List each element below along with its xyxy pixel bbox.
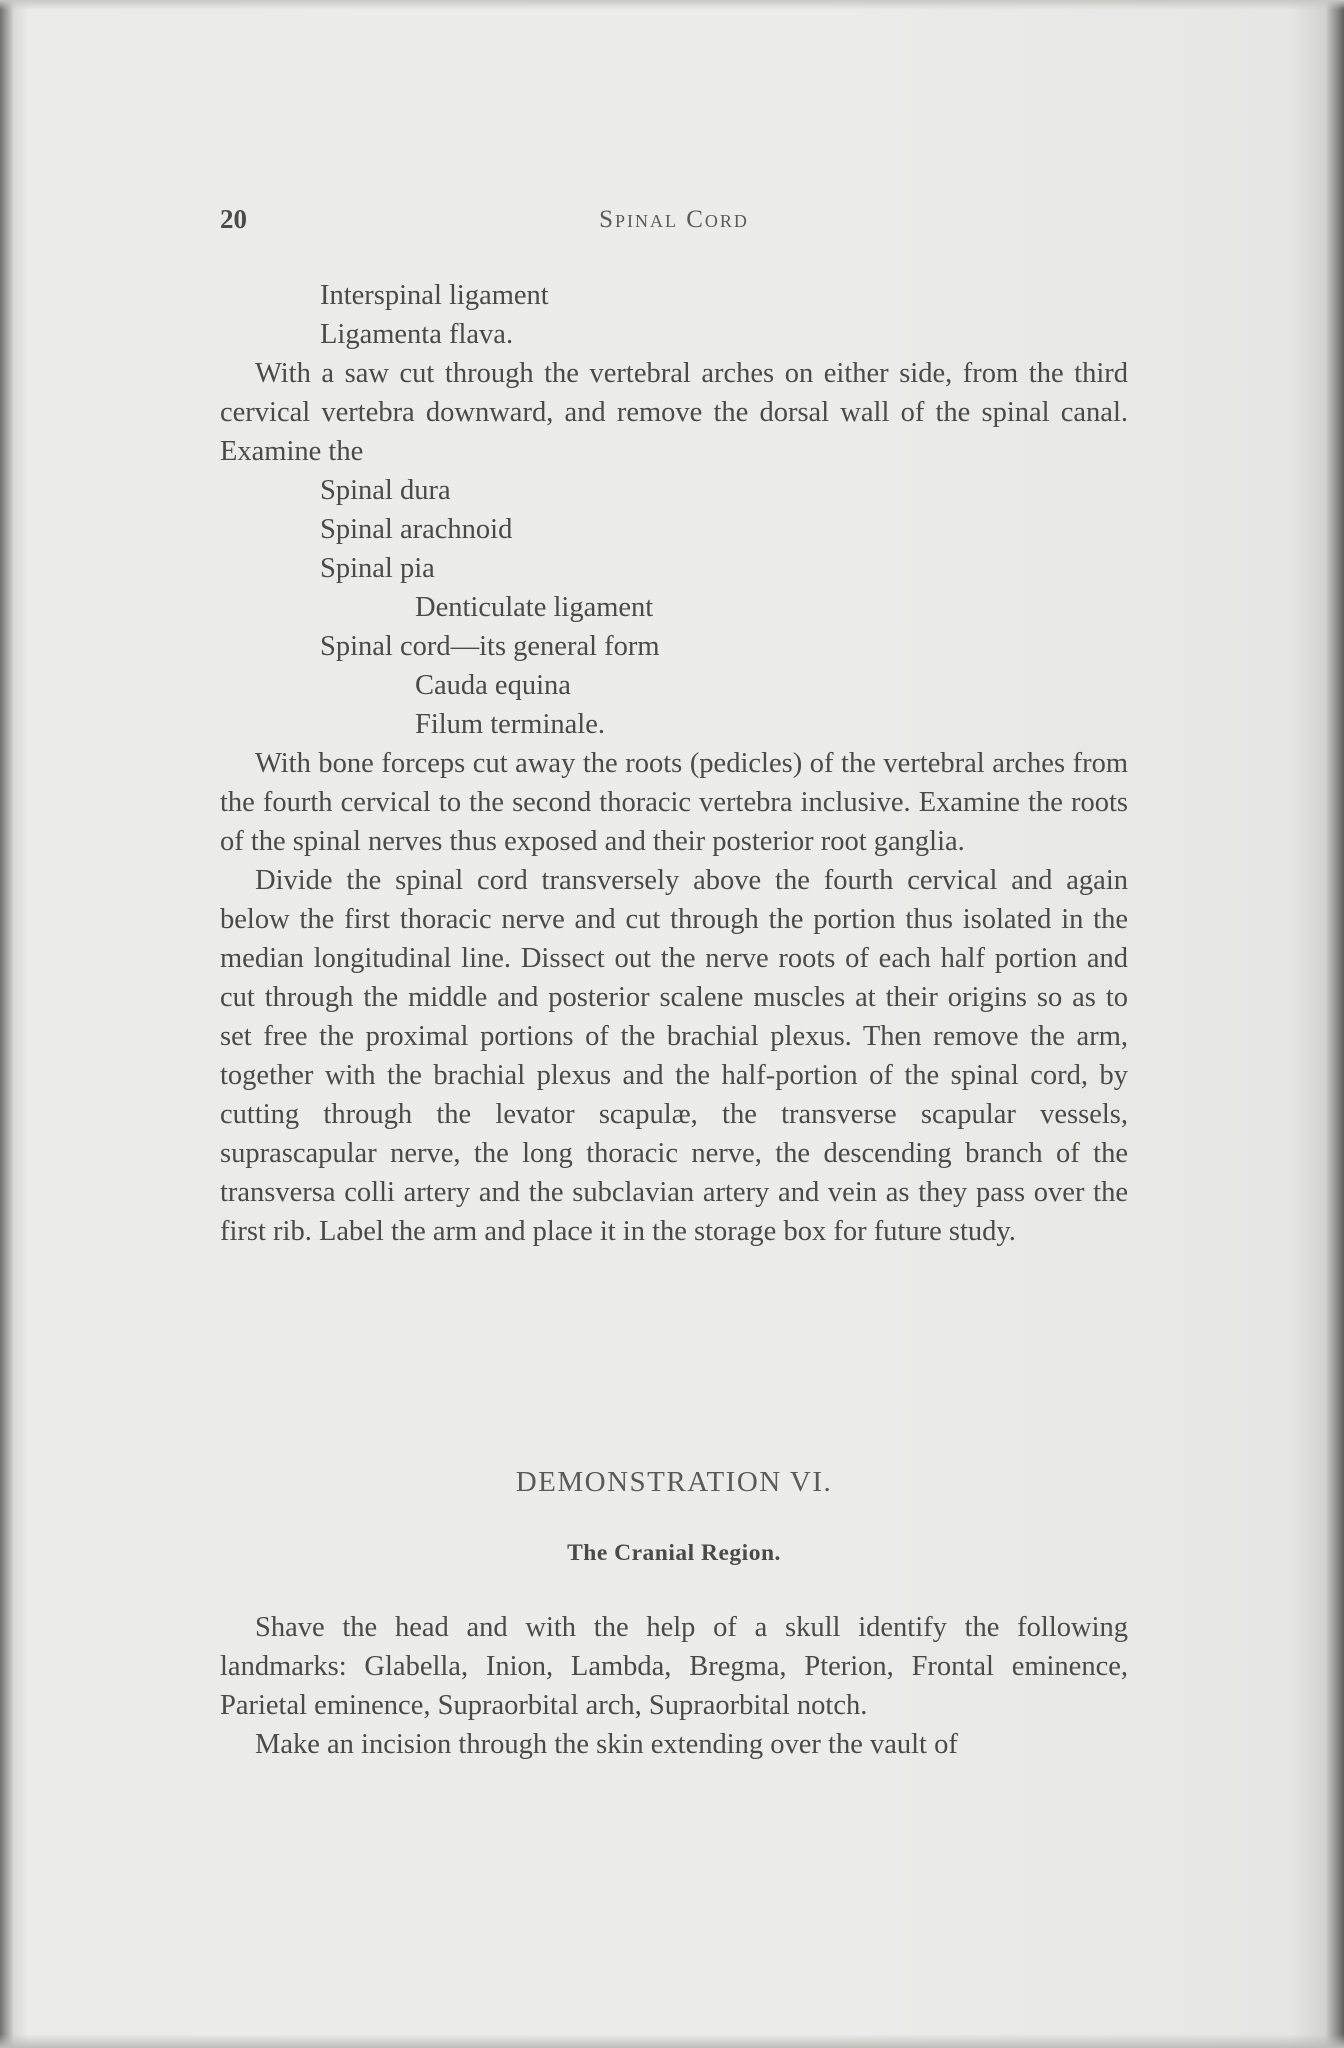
page-top-edge xyxy=(0,0,1344,10)
list-item: Interspinal ligament xyxy=(320,280,549,311)
running-title: Spinal Cord xyxy=(599,206,749,233)
body-text-lower xyxy=(220,1608,1128,1764)
list-item: Spinal dura xyxy=(320,475,451,506)
paragraph: With a saw cut through the vertebral arches on either side, from the third cervical vertebra downward, and remove the dorsal wall of the spinal canal. Examine the xyxy=(220,358,1128,467)
list-item: Denticulate ligament xyxy=(415,592,654,623)
list-item: Filum terminale. xyxy=(415,709,605,740)
list-item: Ligamenta flava. xyxy=(320,319,514,350)
body-text-upper xyxy=(220,276,1128,1251)
list-item: Spinal cord—its general form xyxy=(320,631,660,662)
list-item: Spinal pia xyxy=(320,553,435,584)
section-heading: DEMONSTRATION VI. xyxy=(515,1466,833,1498)
paragraph: Divide the spinal cord transversely above the fourth cervical and again below the first thoracic nerve and cut through the portion thus isolated in the median longitudinal line. Dissect out the nerve roots of each half portion and cut through the middle and posterior scalene muscles at their origins so as to set free the proximal portions of the brachial plexus. Then remove the arm, together with the brachial plexus and the half-portion of the spinal cord, by cutting through the levator scapulæ, the transverse scapular vessels, suprascapular nerve, the long thoracic nerve, the descending branch of the transversa colli artery and the subclavian artery and vein as they pass over the first rib. Label the arm and place it in the storage box for future study. xyxy=(220,865,1128,1247)
section-subheading: The Cranial Region. xyxy=(567,1540,781,1566)
paragraph: With bone forceps cut away the roots (pedicles) of the vertebral arches from the fourth cervical to the second thoracic vertebra inclusive. Examine the roots of the spinal nerves thus exposed and their posterior root ganglia. xyxy=(220,748,1128,857)
paragraph: Shave the head and with the help of a skull identify the following landmarks: Glabella, Inion, Lambda, Bregma, Pterion, Frontal eminence, Parietal eminence, Supraorbital arch, Supraorbital notch. xyxy=(220,1612,1128,1721)
paragraph: Make an incision through the skin extending over the vault of xyxy=(255,1729,958,1760)
list-item: Spinal arachnoid xyxy=(320,514,513,545)
running-head xyxy=(220,204,1128,244)
page-number: 20 xyxy=(220,204,247,234)
page-bottom-edge xyxy=(0,2034,1344,2048)
list-item: Cauda equina xyxy=(415,670,571,701)
